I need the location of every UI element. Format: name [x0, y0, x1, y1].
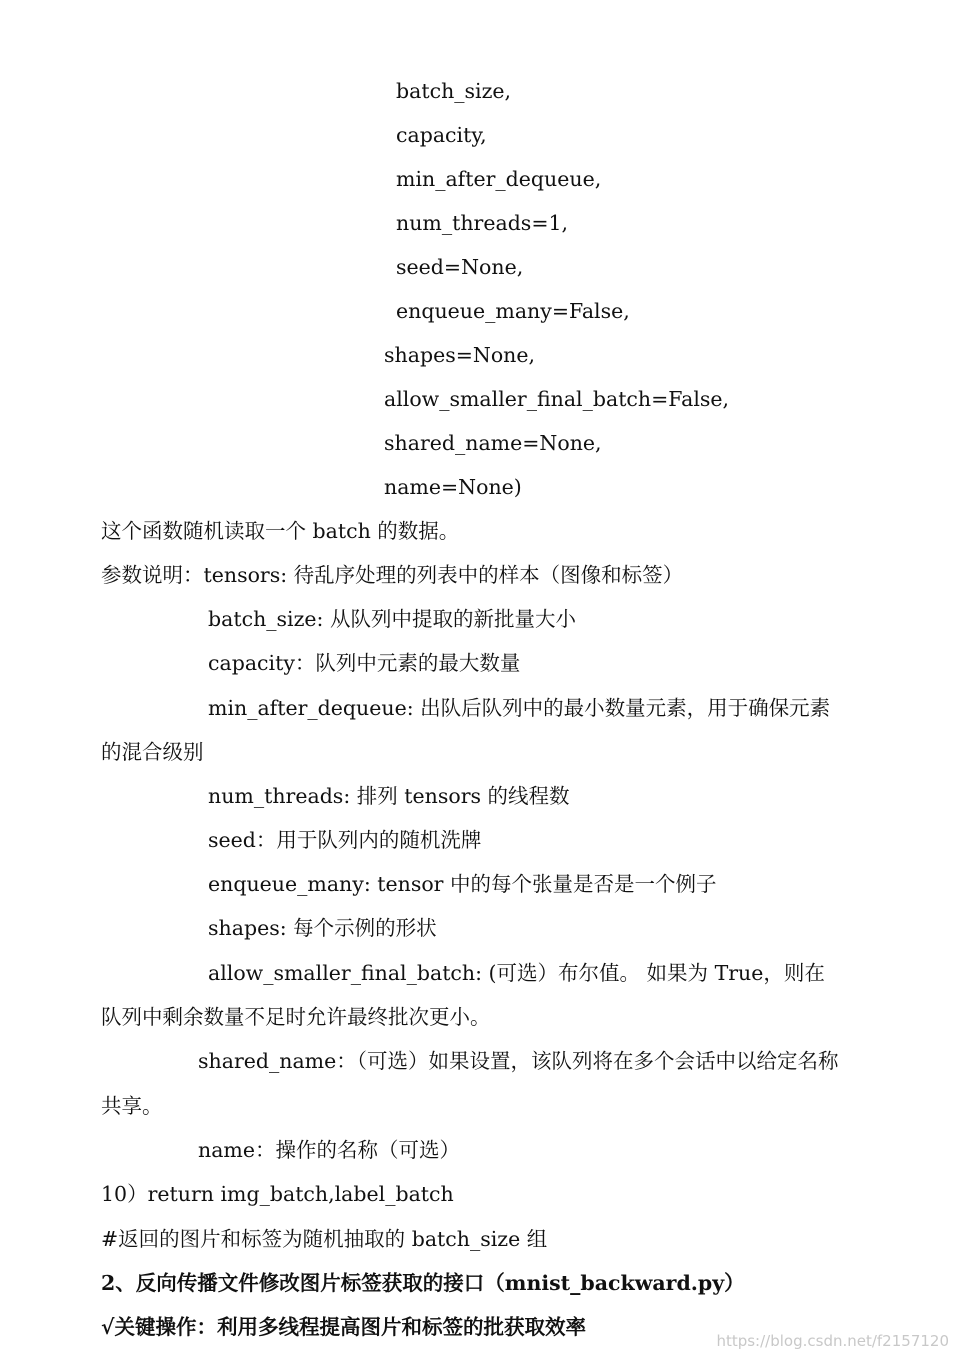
code-arg-shapes: shapes=None, [384, 343, 536, 367]
param-seed: seed：用于队列内的随机洗牌 [208, 828, 482, 852]
param-shapes: shapes: 每个示例的形状 [208, 916, 437, 940]
key-operation: √关键操作：利用多线程提高图片和标签的批获取效率 [101, 1315, 586, 1339]
return-comment: #返回的图片和标签为随机抽取的 batch_size 组 [101, 1227, 548, 1251]
code-arg-allow-smaller: allow_smaller_final_batch=False, [384, 387, 730, 411]
params-intro: 参数说明：tensors: 待乱序处理的列表中的样本（图像和标签） [101, 563, 684, 587]
param-allow-smaller-cont: 队列中剩余数量不足时允许最终批次更小。 [101, 1005, 491, 1029]
param-enqueue-many: enqueue_many: tensor 中的每个张量是否是一个例子 [208, 872, 717, 896]
param-name: name：操作的名称（可选） [198, 1138, 460, 1162]
code-arg-enqueue-many: enqueue_many=False, [396, 299, 630, 323]
param-shared-name: shared_name：（可选）如果设置，该队列将在多个会话中以给定名称 [198, 1049, 839, 1073]
function-description: 这个函数随机读取一个 batch 的数据。 [101, 519, 460, 543]
code-arg-seed: seed=None, [396, 255, 524, 279]
param-min-after-dequeue: min_after_dequeue: 出队后队列中的最小数量元素，用于确保元素 [208, 696, 831, 720]
code-arg-num-threads: num_threads=1, [396, 211, 569, 235]
param-num-threads: num_threads: 排列 tensors 的线程数 [208, 784, 570, 808]
param-shared-name-cont: 共享。 [101, 1094, 163, 1118]
watermark: https://blog.csdn.net/f2157120 [716, 1332, 949, 1350]
step-return: 10）return img_batch,label_batch [101, 1182, 454, 1206]
code-arg-capacity: capacity, [396, 123, 487, 147]
code-arg-name: name=None) [384, 475, 522, 499]
param-min-after-dequeue-cont: 的混合级别 [101, 740, 204, 764]
param-capacity: capacity：队列中元素的最大数量 [208, 651, 521, 675]
code-arg-min-after-dequeue: min_after_dequeue, [396, 167, 602, 191]
code-arg-shared-name: shared_name=None, [384, 431, 602, 455]
param-allow-smaller: allow_smaller_final_batch: (可选）布尔值。 如果为 True，则在 [208, 961, 825, 985]
section-heading: 2、反向传播文件修改图片标签获取的接口（mnist_backward.py） [101, 1271, 745, 1295]
param-batch-size: batch_size: 从队列中提取的新批量大小 [208, 607, 576, 631]
code-arg-batch-size: batch_size, [396, 79, 512, 103]
